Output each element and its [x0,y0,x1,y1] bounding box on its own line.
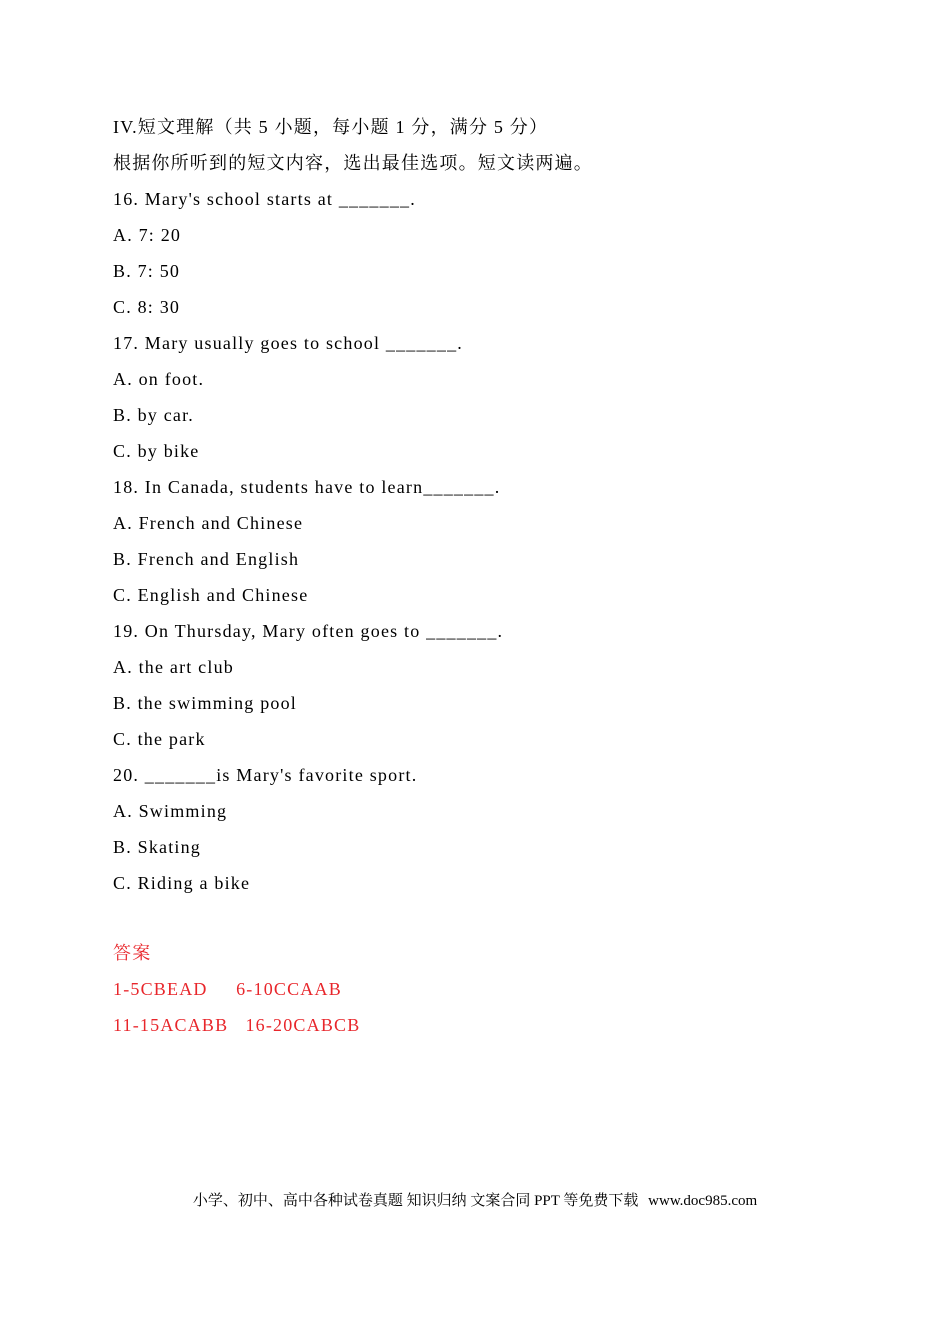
footer-url: www.doc985.com [648,1193,758,1209]
page-footer [0,1188,950,1214]
question-stem: 18. In Canada, students have to learn_______. [113,477,501,497]
answer-line-1: 1-5CBEAD 6-10CCAAB [113,979,342,999]
question-18 [113,469,853,613]
option-a: A. on foot. [113,369,205,389]
answer-key [113,935,853,1043]
option-b: B. the swimming pool [113,693,298,713]
question-20 [113,757,853,901]
listening-section [113,109,853,901]
option-b: B. 7: 50 [113,261,181,281]
footer-text: 小学、初中、高中各种试卷真题 知识归纳 文案合同 PPT 等免费下载 [192,1193,639,1209]
option-c: C. by bike [113,441,200,461]
question-17 [113,325,853,469]
question-stem: 20. _______is Mary's favorite sport. [113,765,418,785]
option-b: B. Skating [113,837,202,857]
option-c: C. 8: 30 [113,297,181,317]
answer-line-2: 11-15ACABB 16-20CABCB [113,1015,361,1035]
question-stem: 17. Mary usually goes to school _______. [113,333,463,353]
option-a: A. French and Chinese [113,513,304,533]
option-c: C. Riding a bike [113,873,251,893]
section-instruction: 根据你所听到的短文内容，选出最佳选项。短文读两遍。 [113,153,593,173]
answer-title: 答案 [113,943,152,963]
question-stem: 19. On Thursday, Mary often goes to _______. [113,621,504,641]
section-heading: IV.短文理解（共 5 小题，每小题 1 分，满分 5 分） [113,117,549,137]
option-c: C. the park [113,729,206,749]
option-a: A. the art club [113,657,234,677]
option-b: B. French and English [113,549,300,569]
question-stem: 16. Mary's school starts at _______. [113,189,416,209]
option-a: A. Swimming [113,801,228,821]
question-19 [113,613,853,757]
option-a: A. 7: 20 [113,225,182,245]
option-b: B. by car. [113,405,194,425]
question-16 [113,181,853,325]
option-c: C. English and Chinese [113,585,309,605]
